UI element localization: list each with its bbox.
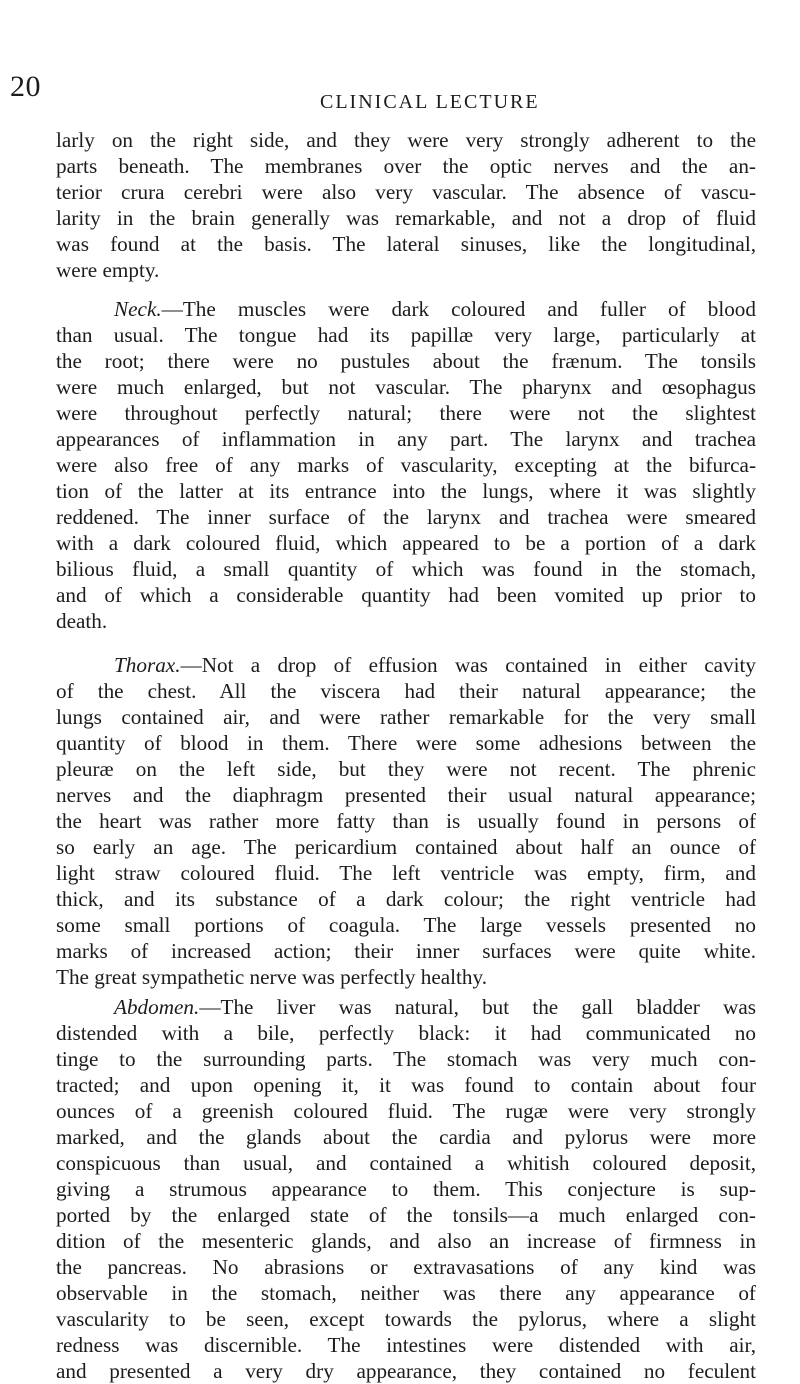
text-line: pleuræ on the left side, but they were not recent. The phrenic (56, 757, 756, 781)
text-line: tracted; and upon opening it, it was found to contain about four (56, 1073, 756, 1097)
section-heading: Abdomen. (114, 995, 200, 1019)
paragraph-abdomen (56, 994, 756, 1384)
text-line: vascularity to be seen, except towards the pylorus, where a slight (56, 1307, 756, 1331)
text-line: quantity of blood in them. There were some adhesions between the (56, 731, 756, 755)
text-line: redness was discernible. The intestines were distended with air, (56, 1333, 756, 1357)
text-line: some small portions of coagula. The large vessels presented no (56, 913, 756, 937)
text-line: lungs contained air, and were rather remarkable for the very small (56, 705, 756, 729)
paragraph-brain (56, 127, 756, 283)
text-line: the pancreas. No abrasions or extravasations of any kind was (56, 1255, 756, 1279)
text-line: appearances of inflammation in any part. The larynx and trachea (56, 427, 756, 451)
text-line: with a dark coloured fluid, which appeared to be a portion of a dark (56, 531, 756, 555)
text-line: observable in the stomach, neither was there any appearance of (56, 1281, 756, 1305)
text-line: terior crura cerebri were also very vascular. The absence of vascu- (56, 180, 756, 204)
text-line: bilious fluid, a small quantity of which was found in the stomach, (56, 557, 756, 581)
text-line: marks of increased action; their inner surfaces were quite white. (56, 939, 756, 963)
text-line: conspicuous than usual, and contained a whitish coloured deposit, (56, 1151, 756, 1175)
text-line: dition of the mesenteric glands, and also an increase of firmness in (56, 1229, 756, 1253)
text-line: were empty. (56, 258, 160, 282)
section-line: Thorax.—Not a drop of effusion was contained in either cavity (114, 653, 756, 677)
body-text (56, 127, 756, 1384)
text-line: tion of the latter at its entrance into the lungs, where it was slightly (56, 479, 756, 503)
paragraph-thorax (56, 652, 756, 990)
text-line: and presented a very dry appearance, they contained no feculent (56, 1359, 756, 1383)
text-line: were much enlarged, but not vascular. The pharynx and œsophagus (56, 375, 756, 399)
text-line: and of which a considerable quantity had been vomited up prior to (56, 583, 756, 607)
text-line: nerves and the diaphragm presented their usual natural appearance; (56, 783, 756, 807)
running-head: CLINICAL LECTURE (320, 91, 540, 113)
text-line: was found at the basis. The lateral sinuses, like the longitudinal, (56, 232, 756, 256)
text-line: than usual. The tongue had its papillæ very large, particularly at (56, 323, 756, 347)
text-line: the heart was rather more fatty than is usually found in persons of (56, 809, 756, 833)
text-line: thick, and its substance of a dark colour; the right ventricle had (56, 887, 756, 911)
text-line: parts beneath. The membranes over the optic nerves and the an- (56, 154, 756, 178)
page-number: 20 (10, 70, 41, 103)
text-line: were also free of any marks of vascularity, excepting at the bifurca- (56, 453, 756, 477)
section-heading: Thorax. (114, 653, 181, 677)
section-line: Neck.—The muscles were dark coloured and fuller of blood (114, 297, 756, 321)
paragraph-gap (56, 634, 756, 652)
section-line: Abdomen.—The liver was natural, but the gall bladder was (114, 995, 756, 1019)
text-line: tinge to the surrounding parts. The stomach was very much con- (56, 1047, 756, 1071)
text-line: light straw coloured fluid. The left ventricle was empty, firm, and (56, 861, 756, 885)
text-line: The great sympathetic nerve was perfectly healthy. (56, 965, 488, 989)
text-line: ported by the enlarged state of the tonsils—a much enlarged con- (56, 1203, 756, 1227)
text-line: the root; there were no pustules about the frænum. The tonsils (56, 349, 756, 373)
text-line: death. (56, 609, 108, 633)
paragraph-gap (56, 283, 756, 296)
text-line: larly on the right side, and they were very strongly adherent to the (56, 128, 756, 152)
text-line: of the chest. All the viscera had their natural appearance; the (56, 679, 756, 703)
text-line: reddened. The inner surface of the larynx and trachea were smeared (56, 505, 756, 529)
text-line: larity in the brain generally was remarkable, and not a drop of fluid (56, 206, 756, 230)
text-line: giving a strumous appearance to them. This conjecture is sup- (56, 1177, 756, 1201)
text-line: marked, and the glands about the cardia and pylorus were more (56, 1125, 756, 1149)
text-line: ounces of a greenish coloured fluid. The rugæ were very strongly (56, 1099, 756, 1123)
text-line: so early an age. The pericardium contained about half an ounce of (56, 835, 756, 859)
text-line: distended with a bile, perfectly black: it had communicated no (56, 1021, 756, 1045)
paragraph-neck (56, 296, 756, 634)
text-line: were throughout perfectly natural; there were not the slightest (56, 401, 756, 425)
section-heading: Neck. (114, 297, 162, 321)
